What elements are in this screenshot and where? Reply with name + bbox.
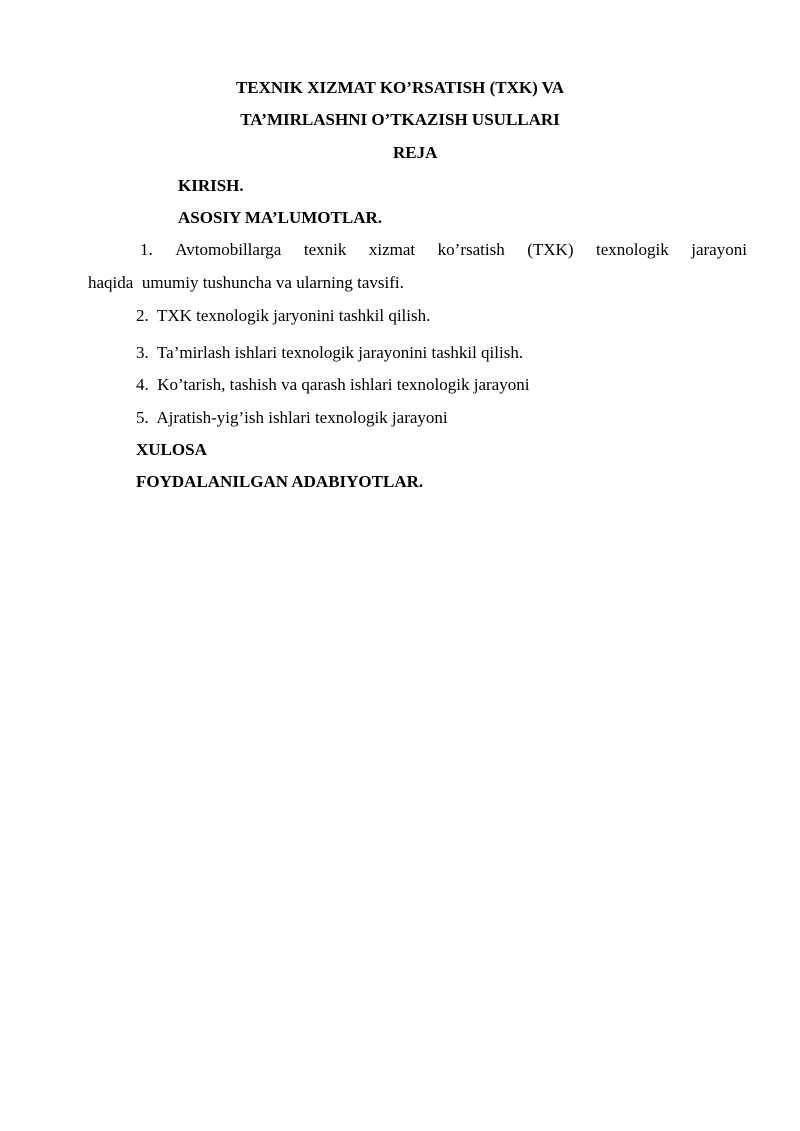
title-line-2: TA’MIRLASHNI O’TKAZISH USULLARI [240,110,560,129]
list-item-number: 2. [136,306,149,325]
list-item-4 [136,375,529,395]
list-item-5 [136,408,448,428]
list-item-text: Ajratish-yig’ish ishlari texnologik jarayoni [156,408,448,427]
list-item-text: Ko’tarish, tashish va qarash ishlari texnologik jarayoni [157,375,530,394]
heading-xulosa: XULOSA [136,440,207,459]
list-item-1-word: texnologik [596,240,669,259]
heading-references: FOYDALANILGAN ADABIYOTLAR. [136,472,424,491]
heading-kirish: KIRISH. [178,176,244,195]
list-item-text: Ta’mirlash ishlari texnologik jarayonini tashkil qilish. [156,343,524,362]
list-item-1-word: texnik [303,240,347,259]
list-item-1-word: (TXK) [527,240,574,259]
list-item-number: 3. [136,343,149,362]
list-item-1-word: Avtomobillarga [175,240,282,259]
list-item-1-line-2: haqida umumiy tushuncha va ularning tavsifi. [88,273,404,292]
subtitle-reja: REJA [393,143,438,162]
list-item-2 [136,306,430,326]
heading-asosiy: ASOSIY MA’LUMOTLAR. [178,208,383,227]
list-item-3 [136,343,523,363]
title-line-1: TEXNIK XIZMAT KO’RSATISH (TXK) VA [235,78,565,97]
list-item-text: TXK texnologik jaryonini tashkil qilish. [156,306,431,325]
list-item-1-word: ko’rsatish [437,240,505,259]
list-item-1-number: 1. [140,240,153,259]
list-item-number: 5. [136,408,149,427]
list-item-1-line-1 [140,240,747,260]
list-item-1-word: xizmat [368,240,416,259]
list-item-number: 4. [136,375,149,394]
list-item-1-word: jarayoni [691,240,747,259]
